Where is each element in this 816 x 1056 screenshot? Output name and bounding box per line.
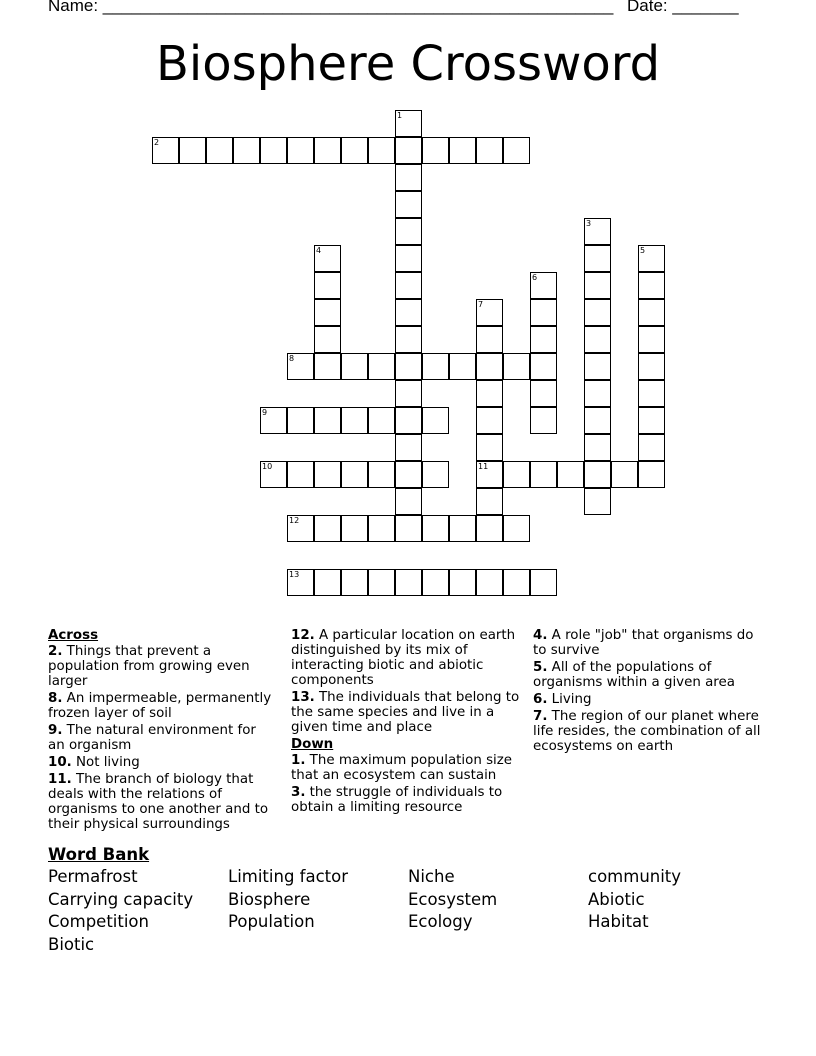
crossword-cell[interactable]: [287, 353, 314, 380]
crossword-cell[interactable]: [395, 488, 422, 515]
crossword-cell[interactable]: [395, 110, 422, 137]
crossword-cell[interactable]: [476, 515, 503, 542]
cell-number: 6: [532, 273, 538, 282]
cell-number: 2: [154, 138, 160, 147]
clue-across-2: [48, 644, 276, 689]
crossword-cell[interactable]: [260, 461, 287, 488]
crossword-cell[interactable]: [584, 326, 611, 353]
crossword-cell[interactable]: [584, 434, 611, 461]
crossword-cell[interactable]: [530, 299, 557, 326]
crossword-cell[interactable]: [584, 245, 611, 272]
across-heading: Across: [48, 628, 99, 643]
word-bank: [48, 845, 768, 954]
clue-down-1: [291, 753, 526, 783]
crossword-cell[interactable]: [314, 461, 341, 488]
crossword-cell[interactable]: [341, 569, 368, 596]
crossword-cell[interactable]: [638, 353, 665, 380]
crossword-cell[interactable]: [530, 407, 557, 434]
crossword-cell[interactable]: [422, 461, 449, 488]
clue-text: Not living: [76, 755, 140, 770]
word-bank-item: Ecology: [408, 912, 473, 931]
clue-down-7: [533, 709, 769, 754]
date-field[interactable]: Date: _______: [627, 0, 739, 15]
cell-number: 5: [640, 246, 646, 255]
clue-number: 11.: [48, 772, 72, 787]
crossword-cell[interactable]: [314, 353, 341, 380]
crossword-cell[interactable]: [449, 569, 476, 596]
clue-down-5: [533, 660, 769, 690]
crossword-cell[interactable]: [530, 569, 557, 596]
crossword-cell[interactable]: [530, 461, 557, 488]
crossword-cell[interactable]: [503, 569, 530, 596]
crossword-cell[interactable]: [584, 299, 611, 326]
clue-across-11: [48, 772, 276, 832]
crossword-cell[interactable]: [314, 569, 341, 596]
crossword-cell[interactable]: [341, 461, 368, 488]
crossword-cell[interactable]: [287, 515, 314, 542]
word-bank-item: Biotic: [48, 935, 95, 954]
clue-text: A role "job" that organisms do to survive: [533, 628, 754, 658]
crossword-cell[interactable]: [530, 353, 557, 380]
word-bank-item: Niche: [408, 867, 455, 886]
word-bank-title: Word Bank: [48, 845, 150, 864]
crossword-cell[interactable]: [503, 353, 530, 380]
crossword-cell[interactable]: [638, 407, 665, 434]
crossword-cell[interactable]: [287, 461, 314, 488]
word-bank-item: Habitat: [588, 912, 649, 931]
crossword-cell[interactable]: [260, 137, 287, 164]
crossword-cell[interactable]: [314, 515, 341, 542]
crossword-cell[interactable]: [152, 137, 179, 164]
crossword-cell[interactable]: [476, 299, 503, 326]
crossword-cell[interactable]: [314, 272, 341, 299]
crossword-cell[interactable]: [638, 326, 665, 353]
crossword-cell[interactable]: [287, 137, 314, 164]
crossword-cell[interactable]: [422, 137, 449, 164]
crossword-cell[interactable]: [530, 272, 557, 299]
crossword-cell[interactable]: [341, 515, 368, 542]
crossword-cell[interactable]: [314, 407, 341, 434]
crossword-cell[interactable]: [206, 137, 233, 164]
word-bank-item: Carrying capacity: [48, 890, 194, 909]
clue-text: An impermeable, permanently frozen layer of soil: [48, 691, 272, 721]
crossword-cell[interactable]: [638, 380, 665, 407]
clue-down-4: [533, 628, 769, 658]
crossword-cell[interactable]: [503, 515, 530, 542]
crossword-cell[interactable]: [584, 461, 611, 488]
clue-text: The region of our planet where life resides, the combination of all ecosystems on earth: [533, 709, 761, 754]
cell-number: 13: [289, 570, 300, 579]
crossword-cell[interactable]: [395, 272, 422, 299]
clues-column-1: [48, 628, 276, 834]
cell-number: 3: [586, 219, 592, 228]
crossword-cell[interactable]: [584, 353, 611, 380]
cell-number: 9: [262, 408, 268, 417]
crossword-cell[interactable]: [179, 137, 206, 164]
clue-number: 13.: [291, 690, 315, 705]
clue-text: The branch of biology that deals with the relations of organisms to one another and to their physical surroundings: [48, 772, 269, 832]
clue-number: 7.: [533, 709, 548, 724]
crossword-cell[interactable]: [503, 137, 530, 164]
page-title: Biosphere Crossword: [155, 36, 661, 92]
crossword-cell[interactable]: [395, 569, 422, 596]
word-bank-item: Abiotic: [588, 890, 645, 909]
cell-number: 1: [397, 111, 403, 120]
crossword-cell[interactable]: [395, 515, 422, 542]
word-bank-item: Ecosystem: [408, 890, 498, 909]
crossword-cell[interactable]: [368, 407, 395, 434]
name-field[interactable]: Name: ______________________________________________________: [48, 0, 614, 15]
crossword-cell[interactable]: [476, 461, 503, 488]
word-bank-item: Permafrost: [48, 867, 138, 886]
clue-text: Living: [551, 692, 592, 707]
crossword-cell[interactable]: [314, 137, 341, 164]
crossword-cell[interactable]: [449, 137, 476, 164]
crossword-cell[interactable]: [476, 488, 503, 515]
cell-number: 11: [478, 462, 489, 471]
crossword-cell[interactable]: [584, 407, 611, 434]
crossword-cell[interactable]: [584, 380, 611, 407]
crossword-cell[interactable]: [611, 461, 638, 488]
clue-number: 5.: [533, 660, 548, 675]
clue-across-10: [48, 755, 276, 770]
crossword-cell[interactable]: [530, 380, 557, 407]
down-heading: Down: [291, 737, 334, 752]
clue-text: The maximum population size that an ecosystem can sustain: [291, 753, 513, 783]
crossword-cell[interactable]: [557, 461, 584, 488]
cell-number: 8: [289, 354, 295, 363]
crossword-cell[interactable]: [395, 191, 422, 218]
crossword-cell[interactable]: [368, 569, 395, 596]
clue-number: 10.: [48, 755, 72, 770]
crossword-cell[interactable]: [476, 326, 503, 353]
crossword-cell[interactable]: [314, 245, 341, 272]
crossword-cell[interactable]: [341, 353, 368, 380]
crossword-cell[interactable]: [314, 299, 341, 326]
crossword-cell[interactable]: [449, 353, 476, 380]
crossword-cell[interactable]: [638, 461, 665, 488]
clue-text: The natural environment for an organism: [48, 723, 256, 753]
crossword-cell[interactable]: [530, 326, 557, 353]
crossword-cell[interactable]: [584, 488, 611, 515]
clue-across-12: [291, 628, 526, 688]
crossword-cell[interactable]: [503, 461, 530, 488]
crossword-cell[interactable]: [368, 137, 395, 164]
crossword-cell[interactable]: [638, 272, 665, 299]
clue-down-6: [533, 692, 769, 707]
clue-number: 6.: [533, 692, 548, 707]
clue-number: 1.: [291, 753, 306, 768]
clue-number: 8.: [48, 691, 63, 706]
crossword-cell[interactable]: [422, 515, 449, 542]
word-bank-item: Competition: [48, 912, 149, 931]
clues-column-2: [291, 628, 526, 817]
crossword-cell[interactable]: [260, 407, 287, 434]
clue-number: 12.: [291, 628, 315, 643]
cell-number: 10: [262, 462, 273, 471]
clue-number: 9.: [48, 723, 63, 738]
crossword-cell[interactable]: [422, 407, 449, 434]
clue-number: 3.: [291, 785, 306, 800]
clue-across-8: [48, 691, 276, 721]
word-bank-item: community: [588, 867, 682, 886]
word-bank-item: Biosphere: [228, 890, 311, 909]
crossword-cell[interactable]: [422, 569, 449, 596]
crossword-cell[interactable]: [395, 380, 422, 407]
crossword-cell[interactable]: [341, 137, 368, 164]
crossword-cell[interactable]: [287, 569, 314, 596]
crossword-cell[interactable]: [233, 137, 260, 164]
crossword-cell[interactable]: [368, 461, 395, 488]
clue-text: Things that prevent a population from growing even larger: [48, 644, 250, 689]
clue-text: All of the populations of organisms within a given area: [533, 660, 735, 690]
crossword-cell[interactable]: [287, 407, 314, 434]
word-bank-item: Limiting factor: [228, 867, 349, 886]
crossword-cell[interactable]: [476, 434, 503, 461]
crossword-cell[interactable]: [395, 326, 422, 353]
clue-text: The individuals that belong to the same species and live in a given time and place: [291, 690, 520, 735]
crossword-cell[interactable]: [476, 407, 503, 434]
word-bank-item: Population: [228, 912, 315, 931]
crossword-cell[interactable]: [638, 245, 665, 272]
clue-text: the struggle of individuals to obtain a limiting resource: [291, 785, 503, 815]
crossword-cell[interactable]: [395, 218, 422, 245]
crossword-cell[interactable]: [638, 434, 665, 461]
crossword-cell[interactable]: [368, 515, 395, 542]
crossword-cell[interactable]: [395, 353, 422, 380]
crossword-cell[interactable]: [584, 218, 611, 245]
crossword-cell[interactable]: [584, 272, 611, 299]
crossword-cell[interactable]: [395, 407, 422, 434]
cell-number: 12: [289, 516, 300, 525]
clue-across-13: [291, 690, 526, 735]
clue-number: 4.: [533, 628, 548, 643]
crossword-cell[interactable]: [476, 380, 503, 407]
crossword-cell[interactable]: [395, 461, 422, 488]
crossword-cell[interactable]: [395, 245, 422, 272]
crossword-cell[interactable]: [476, 137, 503, 164]
crossword-cell[interactable]: [341, 407, 368, 434]
crossword-cell[interactable]: [476, 353, 503, 380]
crossword-cell[interactable]: [395, 137, 422, 164]
cell-number: 4: [316, 246, 322, 255]
crossword-cell[interactable]: [449, 515, 476, 542]
crossword-cell[interactable]: [395, 164, 422, 191]
crossword-cell[interactable]: [395, 299, 422, 326]
cell-number: 7: [478, 300, 484, 309]
crossword-cell[interactable]: [638, 299, 665, 326]
crossword-cell[interactable]: [422, 353, 449, 380]
crossword-cell[interactable]: [368, 353, 395, 380]
clue-down-3: [291, 785, 526, 815]
crossword-cell[interactable]: [476, 569, 503, 596]
clue-across-9: [48, 723, 276, 753]
crossword-cell[interactable]: [314, 326, 341, 353]
clue-text: A particular location on earth distinguished by its mix of interacting biotic and abiotic components: [291, 628, 516, 688]
crossword-cell[interactable]: [395, 434, 422, 461]
clue-number: 2.: [48, 644, 63, 659]
clues-column-3: [533, 628, 769, 756]
